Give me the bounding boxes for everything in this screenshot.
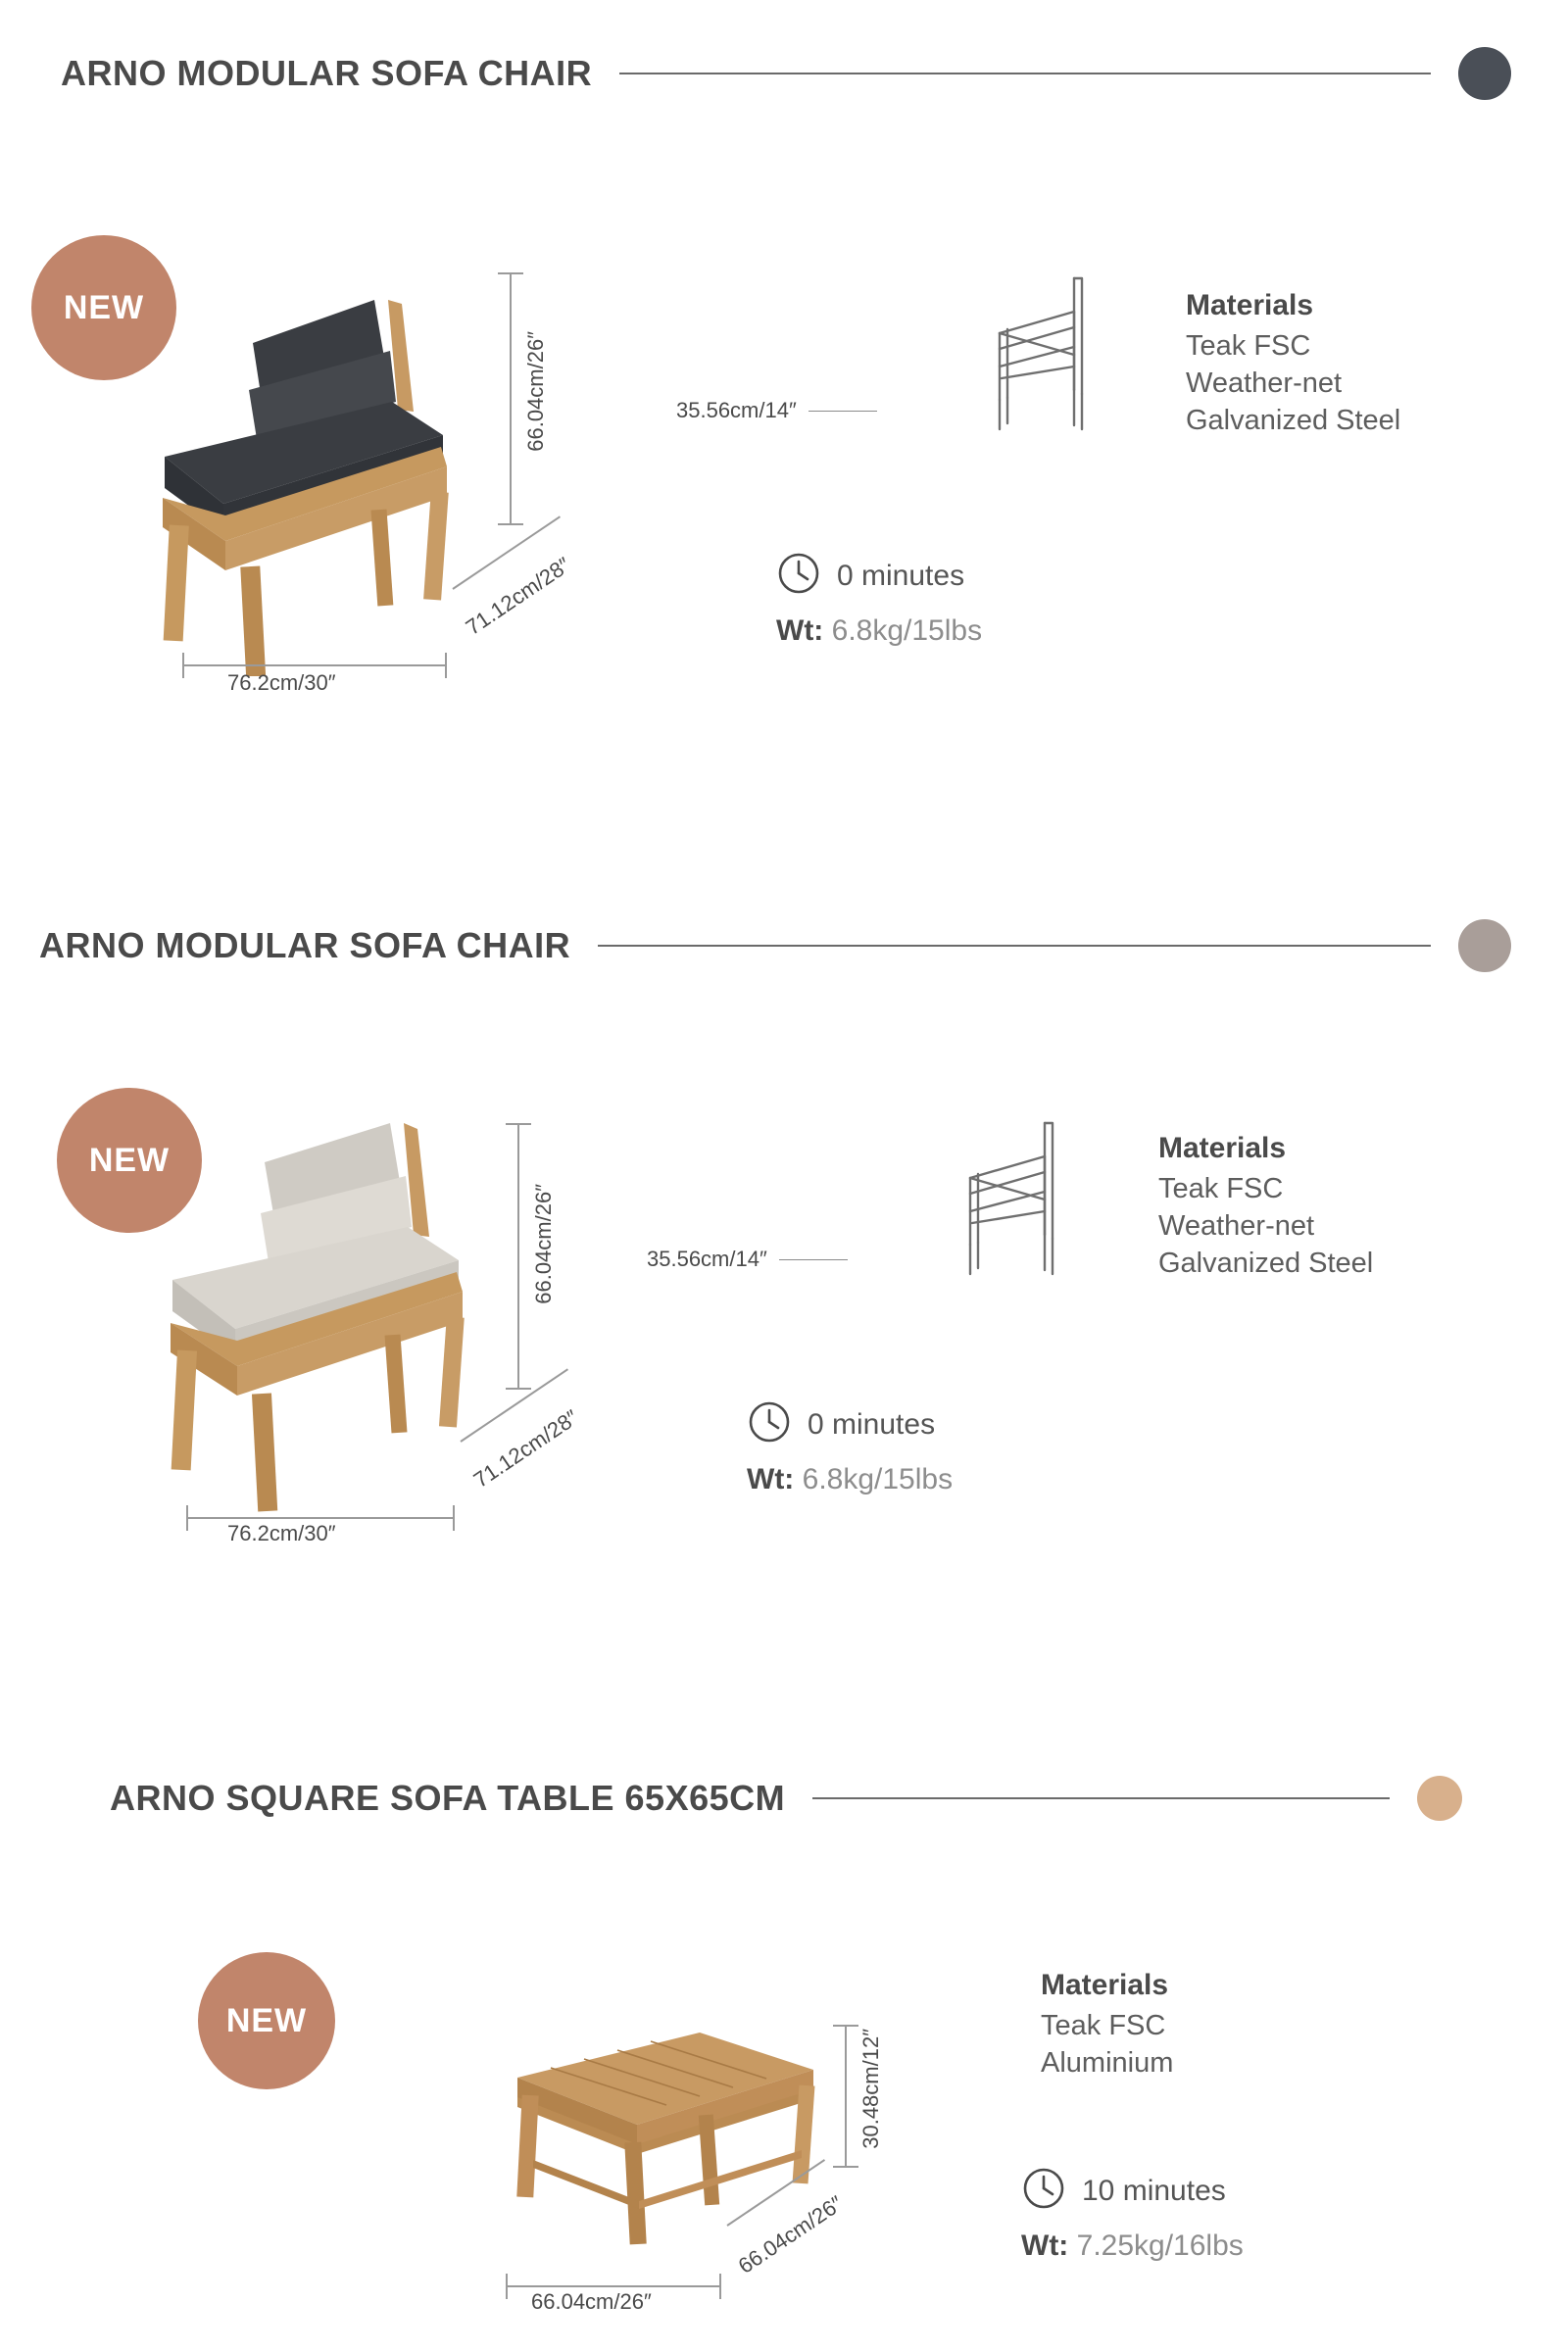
dimension-width: 76.2cm/30″ — [227, 670, 336, 695]
dimension-width: 76.2cm/30″ — [227, 1521, 336, 1545]
dimension-depth: 71.12cm/28″ — [461, 552, 575, 640]
material-item: Teak FSC — [1186, 329, 1311, 362]
weight-label: Wt: — [747, 1463, 803, 1495]
leader-line — [808, 411, 877, 412]
clock-icon — [1021, 2166, 1066, 2216]
product-card-2 — [0, 1764, 1568, 2342]
chair-outline-svg — [951, 1117, 1078, 1284]
weight-value: 6.8kg/15lbs — [802, 1463, 954, 1495]
materials-block — [1041, 1966, 1173, 2082]
height-guide-cap-bottom — [833, 2166, 858, 2168]
weight-label: Wt: — [776, 614, 832, 647]
product-photo — [490, 2013, 843, 2307]
weight-value: 7.25kg/16lbs — [1076, 2230, 1244, 2262]
clock-icon — [747, 1399, 792, 1449]
material-item: Weather-net — [1186, 367, 1343, 399]
dimension-width: 66.04cm/26″ — [531, 2289, 652, 2314]
width-guide-cap-right — [453, 1505, 455, 1531]
title-divider — [812, 1797, 1390, 1799]
height-guide — [845, 2025, 847, 2168]
materials-block — [1186, 286, 1400, 439]
assembly-time-row — [747, 1399, 953, 1449]
title-divider — [619, 73, 1431, 74]
height-guide-cap-bottom — [506, 1388, 531, 1390]
product-body — [0, 108, 1568, 695]
assembly-time-row — [1021, 2166, 1244, 2216]
material-item: Galvanized Steel — [1158, 1248, 1374, 1280]
page-title: ARNO MODULAR SOFA CHAIR — [61, 53, 593, 93]
dimension-height: 30.48cm/12″ — [858, 2029, 883, 2149]
width-guide-cap-left — [186, 1505, 188, 1531]
product-title-row — [0, 39, 1568, 108]
sofa-chair-illustration — [147, 265, 510, 676]
materials-block — [1158, 1129, 1373, 1282]
material-item: Teak FSC — [1041, 2009, 1166, 2041]
dimension-depth: 71.12cm/28″ — [468, 1404, 583, 1493]
product-body — [0, 980, 1568, 1545]
width-guide-cap-right — [719, 2274, 721, 2299]
product-card-0 — [0, 39, 1568, 695]
page-title: ARNO MODULAR SOFA CHAIR — [39, 925, 571, 965]
color-swatch[interactable] — [1458, 919, 1511, 972]
material-item: Teak FSC — [1158, 1172, 1284, 1204]
product-title-row — [0, 911, 1568, 980]
color-swatch[interactable] — [1458, 47, 1511, 100]
assembly-time-value: 0 minutes — [837, 559, 965, 592]
color-swatch[interactable] — [1417, 1776, 1462, 1821]
chair-line-drawing — [980, 272, 1107, 444]
assembly-time-value: 10 minutes — [1082, 2174, 1226, 2207]
meta-block — [776, 551, 982, 662]
product-body — [0, 1833, 1568, 2342]
dimension-height: 66.04cm/26″ — [523, 331, 548, 452]
height-guide — [517, 1123, 519, 1390]
dimension-seat-height: 35.56cm/14″ — [676, 398, 877, 423]
width-guide — [182, 664, 447, 666]
material-item: Aluminium — [1041, 2046, 1174, 2079]
materials-title: Materials — [1041, 1969, 1169, 2001]
sofa-chair-illustration — [147, 1107, 519, 1529]
weight-row — [1021, 2230, 1244, 2263]
new-badge-label: NEW — [225, 2001, 308, 2039]
chair-outline-svg — [980, 272, 1107, 439]
dimension-seat-height: 35.56cm/14″ — [647, 1247, 848, 1272]
product-card-1 — [0, 911, 1568, 1545]
weight-row — [776, 614, 982, 648]
new-badge — [198, 1952, 335, 2089]
material-item: Galvanized Steel — [1186, 405, 1401, 437]
height-guide-cap-top — [833, 2025, 858, 2027]
materials-title: Materials — [1158, 1132, 1287, 1164]
new-badge-label: NEW — [63, 288, 145, 326]
weight-text — [747, 1463, 953, 1496]
weight-value: 6.8kg/15lbs — [831, 614, 983, 647]
dimension-height: 66.04cm/26″ — [531, 1184, 556, 1304]
width-guide — [506, 2285, 721, 2287]
product-photo — [147, 265, 510, 676]
height-guide-cap-top — [506, 1123, 531, 1125]
width-guide-cap-left — [506, 2274, 508, 2299]
weight-text — [776, 614, 982, 648]
height-guide-cap-bottom — [498, 523, 523, 525]
width-guide-cap-right — [445, 653, 447, 678]
product-title-row — [0, 1764, 1568, 1833]
sofa-table-illustration — [490, 2013, 843, 2307]
meta-block — [747, 1399, 953, 1510]
weight-label: Wt: — [1021, 2230, 1077, 2262]
meta-block — [1021, 2166, 1244, 2277]
product-photo — [147, 1107, 519, 1529]
width-guide — [186, 1517, 455, 1519]
assembly-time-value: 0 minutes — [808, 1407, 936, 1441]
dimension-depth: 66.04cm/26″ — [733, 2190, 848, 2278]
width-guide-cap-left — [182, 653, 184, 678]
chair-line-drawing — [951, 1117, 1078, 1289]
page-title: ARNO SQUARE SOFA TABLE 65X65CM — [110, 1778, 786, 1818]
weight-text — [1021, 2230, 1244, 2263]
assembly-time-row — [776, 551, 982, 601]
height-guide — [510, 272, 512, 525]
material-item: Weather-net — [1158, 1209, 1315, 1242]
leader-line — [779, 1259, 848, 1260]
clock-icon — [776, 551, 821, 601]
title-divider — [598, 945, 1431, 947]
materials-title: Materials — [1186, 289, 1314, 321]
weight-row — [747, 1463, 953, 1496]
new-badge-label: NEW — [88, 1141, 171, 1179]
height-guide-cap-top — [498, 272, 523, 274]
